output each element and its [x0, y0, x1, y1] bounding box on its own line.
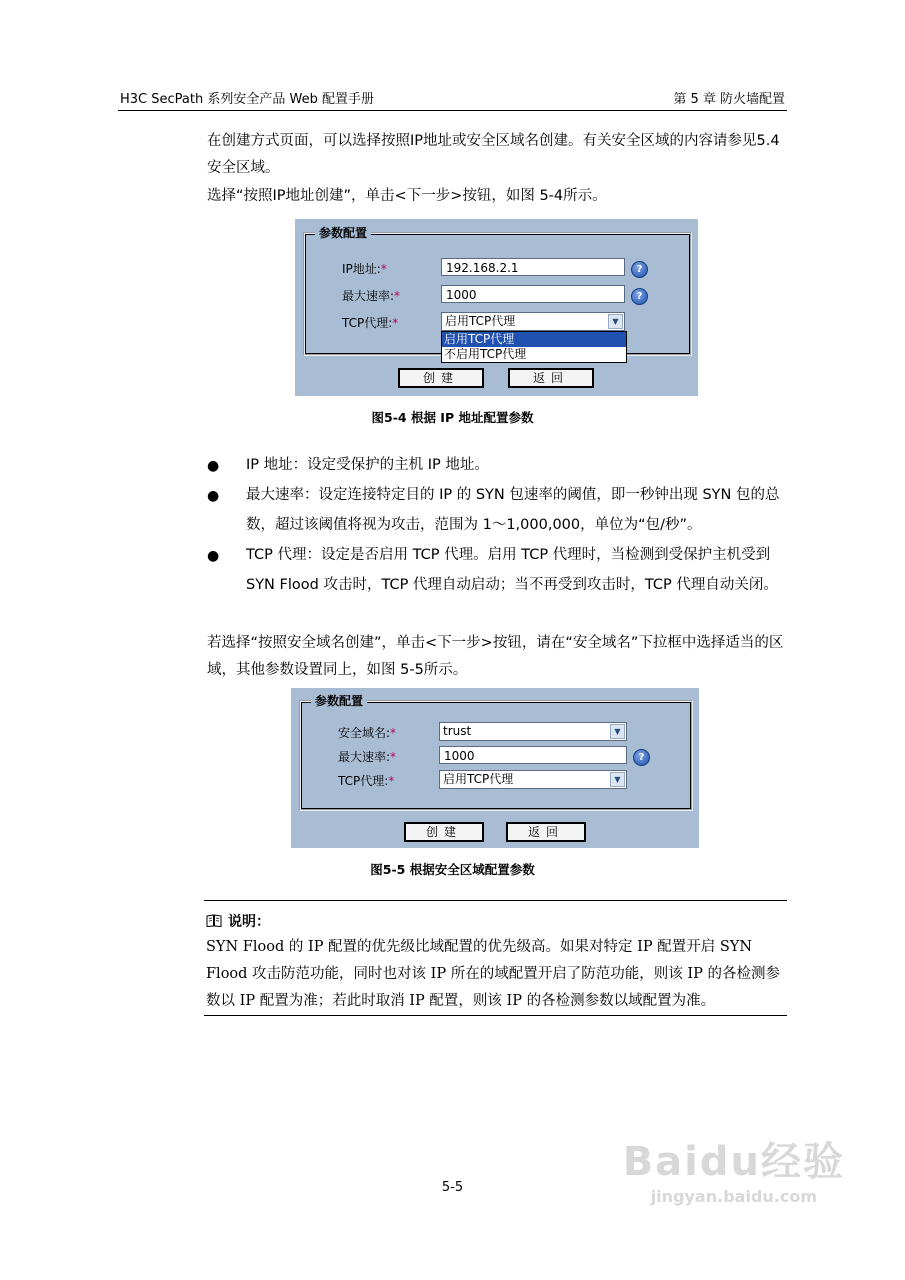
help-icon[interactable]: ? — [631, 261, 648, 278]
back-button[interactable]: 返回 — [506, 822, 586, 842]
help-icon[interactable]: ? — [631, 288, 648, 305]
security-zone-label: 安全域名:* — [338, 726, 397, 740]
tcp-proxy-select[interactable]: 启用TCP代理 ▼ — [441, 312, 625, 331]
ip-address-input[interactable]: 192.168.2.1 — [441, 258, 625, 276]
page-header — [118, 86, 787, 111]
tcp-proxy-label: TCP代理:* — [338, 774, 395, 788]
max-rate-input[interactable]: 1000 — [439, 746, 627, 764]
fieldset-legend: 参数配置 — [311, 692, 367, 709]
bullet-mark: ● — [207, 488, 220, 504]
dropdown-option-enable-tcp-proxy[interactable]: 启用TCP代理 — [442, 332, 626, 347]
tcp-proxy-select[interactable]: 启用TCP代理 ▼ — [439, 770, 627, 789]
paragraph-select-ip: 选择“按照IP地址创建”，单击<下一步>按钮，如图 5-4所示。 — [207, 188, 607, 204]
note-divider-bottom — [204, 1015, 787, 1016]
note-title: 说明： — [206, 911, 270, 931]
tcp-proxy-label: TCP代理:* — [342, 316, 399, 330]
paragraph-select-zone: 若选择“按照安全域名创建”，单击<下一步>按钮，请在“安全域名”下拉框中选择适当的区域，其他参数设置同上，如图 5-5所示。 — [207, 635, 784, 678]
bullet-tcp-proxy: TCP 代理：设定是否启用 TCP 代理。启用 TCP 代理时，当检测到受保护主机受到 SYN Flood 攻击时，TCP 代理自动启动；当不再受到攻击时，TCP 代理自动关闭。 — [246, 547, 778, 593]
create-button[interactable]: 创建 — [398, 368, 484, 388]
help-icon[interactable]: ? — [633, 749, 650, 766]
security-zone-select[interactable]: trust ▼ — [439, 722, 627, 741]
note-body: SYN Flood 的 IP 配置的优先级比域配置的优先级高。如果对特定 IP 配置开启 SYN Flood 攻击防范功能，同时也对该 IP 所在的域配置开启了防范功能，则该 IP 的各检测参数以 IP 配置为准；若此时取消 IP 配置，则该 IP 的各检测参数以域配置为准。 — [206, 939, 780, 1009]
figure-5-5-caption: 图5-5 根据安全区域配置参数 — [370, 862, 535, 877]
book-icon — [206, 914, 222, 927]
max-rate-input[interactable]: 1000 — [441, 285, 625, 303]
bullet-max-rate: 最大速率：设定连接特定目的 IP 的 SYN 包速率的阈值，即一秒钟出现 SYN 包的总数，超过该阈值将视为攻击，范围为 1～1,000,000，单位为“包/秒”。 — [246, 487, 780, 533]
header-chapter: 第 5 章 防火墙配置 — [673, 92, 785, 107]
watermark-logo: Baidu经验 — [622, 1139, 845, 1185]
figure-5-5-screenshot — [291, 688, 699, 848]
chevron-down-icon[interactable]: ▼ — [610, 724, 625, 739]
paragraph-intro: 在创建方式页面，可以选择按照IP地址或安全区域名创建。有关安全区域的内容请参见5.4 安全区域。 — [207, 133, 780, 176]
watermark-url: jingyan.baidu.com — [650, 1187, 817, 1206]
chevron-down-icon[interactable]: ▼ — [608, 314, 623, 329]
figure-5-4-screenshot — [295, 219, 698, 396]
ip-address-label: IP地址:* — [342, 262, 387, 276]
dropdown-option-disable-tcp-proxy[interactable]: 不启用TCP代理 — [444, 347, 527, 361]
fieldset-legend: 参数配置 — [315, 224, 371, 241]
create-button[interactable]: 创建 — [404, 822, 484, 842]
bullet-ip-address: IP 地址：设定受保护的主机 IP 地址。 — [246, 457, 489, 473]
max-rate-label: 最大速率:* — [342, 289, 401, 303]
tcp-proxy-dropdown-list — [441, 331, 627, 363]
baidu-watermark — [623, 1130, 845, 1206]
page-number: 5-5 — [441, 1180, 464, 1195]
chevron-down-icon[interactable]: ▼ — [610, 772, 625, 787]
bullet-mark: ● — [207, 458, 220, 474]
note-divider-top — [204, 900, 787, 901]
figure-5-4-caption: 图5-4 根据 IP 地址配置参数 — [371, 410, 534, 425]
bullet-mark: ● — [207, 548, 220, 564]
back-button[interactable]: 返回 — [508, 368, 594, 388]
max-rate-label: 最大速率:* — [338, 750, 397, 764]
header-title: H3C SecPath 系列安全产品 Web 配置手册 — [120, 92, 374, 107]
